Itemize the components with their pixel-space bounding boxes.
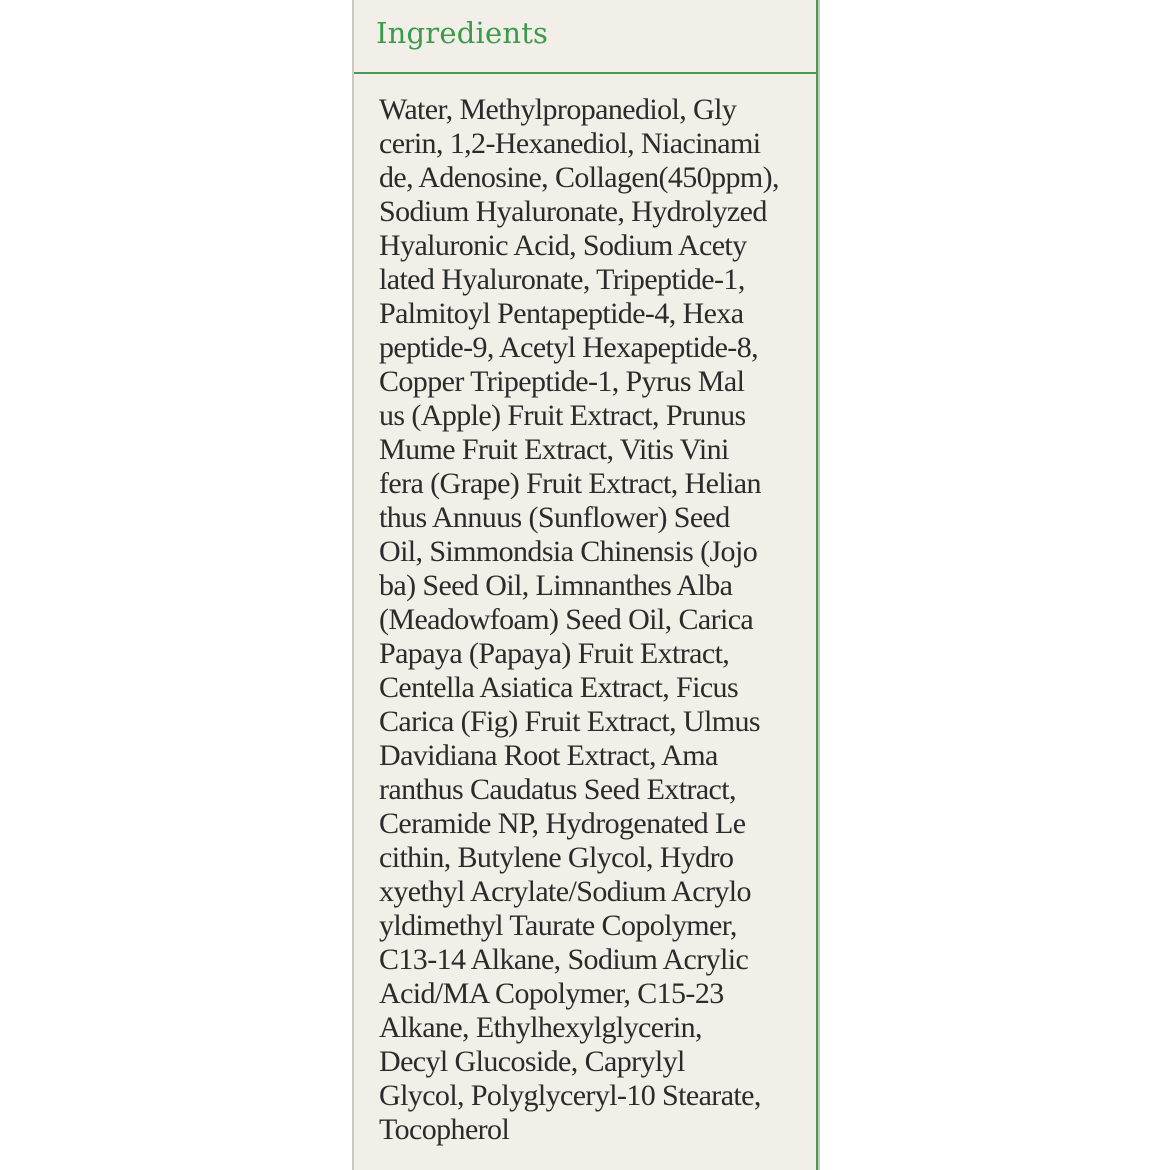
ingredient-line: ranthus Caudatus Seed Extract, bbox=[379, 773, 736, 806]
ingredient-line: Sodium Hyaluronate, Hydrolyzed bbox=[379, 195, 767, 228]
ingredient-line: Water, Methylpropanediol, Gly bbox=[379, 93, 737, 126]
ingredient-line: ba) Seed Oil, Limnanthes Alba bbox=[379, 569, 733, 602]
ingredient-line: Centella Asiatica Extract, Ficus bbox=[379, 671, 739, 704]
ingredient-line: yldimethyl Taurate Copolymer, bbox=[379, 909, 737, 942]
ingredient-line: Acid/MA Copolymer, C15-23 bbox=[379, 977, 724, 1010]
ingredient-line: peptide-9, Acetyl Hexapeptide-8, bbox=[379, 331, 758, 364]
ingredient-line: Tocopherol bbox=[379, 1113, 510, 1146]
ingredient-line: fera (Grape) Fruit Extract, Helian bbox=[379, 467, 761, 500]
ingredient-line: thus Annuus (Sunflower) Seed bbox=[379, 501, 730, 534]
ingredient-line: us (Apple) Fruit Extract, Prunus bbox=[379, 399, 746, 432]
ingredient-line: Mume Fruit Extract, Vitis Vini bbox=[379, 433, 729, 466]
ingredients-list bbox=[379, 93, 779, 1147]
ingredients-header bbox=[354, 0, 818, 74]
ingredient-line: Glycol, Polyglyceryl-10 Stearate, bbox=[379, 1079, 761, 1112]
ingredients-panel bbox=[352, 0, 820, 1170]
ingredient-line: cerin, 1,2-Hexanediol, Niacinami bbox=[379, 127, 761, 160]
ingredient-line: Hyaluronic Acid, Sodium Acety bbox=[379, 229, 747, 262]
ingredients-title: Ingredients bbox=[376, 16, 549, 50]
ingredient-line: xyethyl Acrylate/Sodium Acrylo bbox=[379, 875, 751, 908]
ingredient-line: Papaya (Papaya) Fruit Extract, bbox=[379, 637, 730, 670]
ingredient-line: Copper Tripeptide-1, Pyrus Mal bbox=[379, 365, 745, 398]
ingredient-line: Alkane, Ethylhexylglycerin, bbox=[379, 1011, 702, 1044]
ingredient-line: Decyl Glucoside, Caprylyl bbox=[379, 1045, 685, 1078]
ingredient-line: Palmitoyl Pentapeptide-4, Hexa bbox=[379, 297, 744, 330]
ingredient-line: Ceramide NP, Hydrogenated Le bbox=[379, 807, 746, 840]
ingredient-line: de, Adenosine, Collagen(450ppm), bbox=[379, 161, 779, 194]
ingredient-line: (Meadowfoam) Seed Oil, Carica bbox=[379, 603, 754, 636]
ingredient-line: C13-14 Alkane, Sodium Acrylic bbox=[379, 943, 749, 976]
ingredient-line: lated Hyaluronate, Tripeptide-1, bbox=[379, 263, 745, 296]
ingredient-line: Davidiana Root Extract, Ama bbox=[379, 739, 718, 772]
ingredients-body bbox=[354, 74, 818, 1170]
ingredient-line: Carica (Fig) Fruit Extract, Ulmus bbox=[379, 705, 760, 738]
ingredient-line: Oil, Simmondsia Chinensis (Jojo bbox=[379, 535, 758, 568]
ingredient-line: cithin, Butylene Glycol, Hydro bbox=[379, 841, 734, 874]
